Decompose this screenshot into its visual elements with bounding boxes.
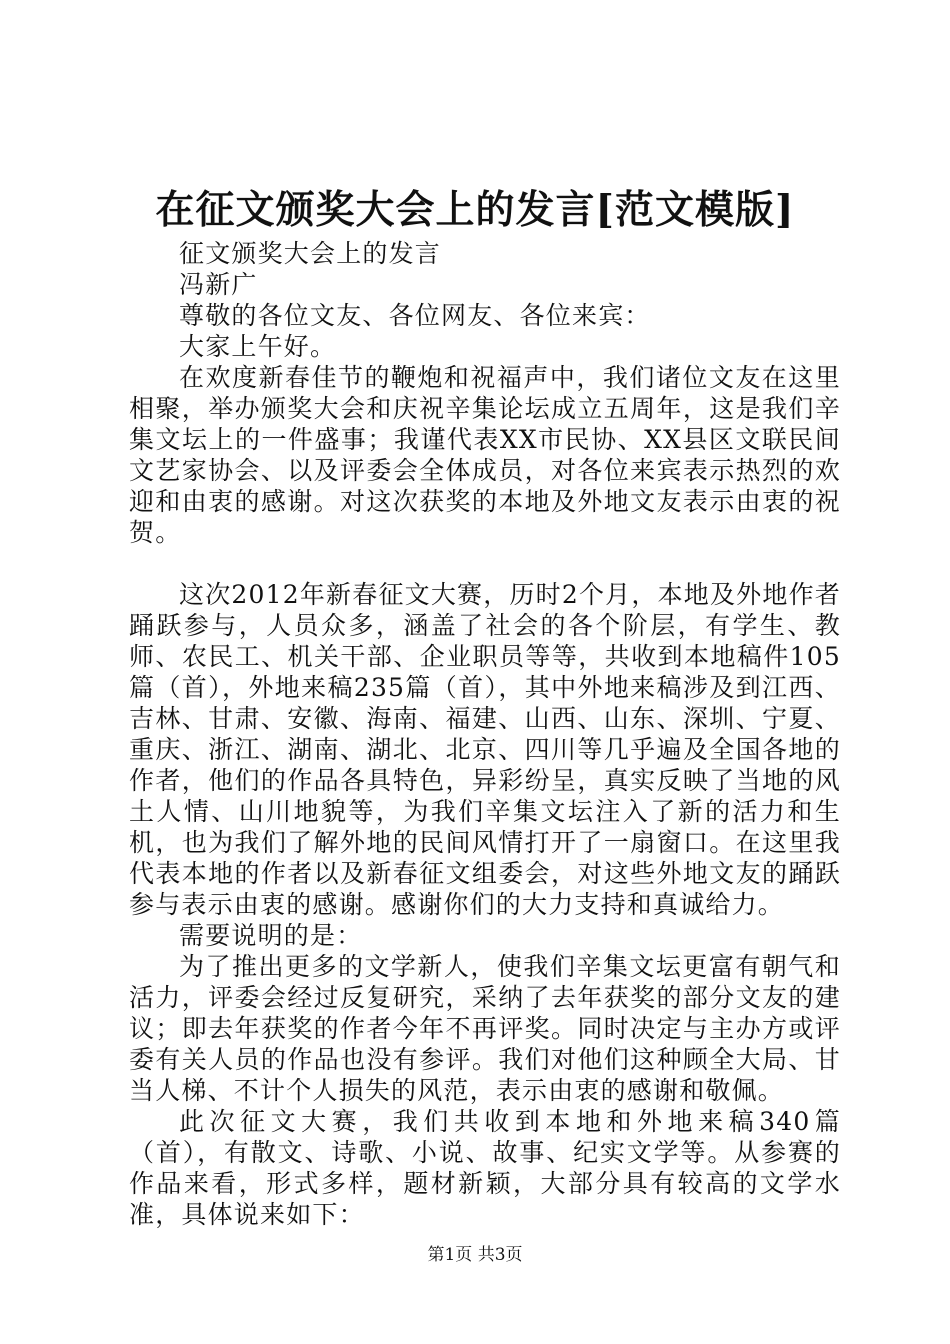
document-body — [129, 238, 841, 1230]
page-number-footer: 第1页 共3页 — [427, 1245, 523, 1265]
speech-salutation: 尊敬的各位文友、各位网友、各位来宾： — [179, 301, 651, 330]
body-paragraph: 在欢度新春佳节的鞭炮和祝福声中，我们诸位文友在这里相聚，举办颁奖大会和庆祝辛集论坛成立五周年，这是我们辛集文坛上的一件盛事；我谨代表XX市民协、XX县区文联民间文艺家协会、以及评委会全体成员，对各位来宾表示热烈的欢迎和由衷的感谢。对这次获奖的本地及外地文友表示由衷的祝贺。 — [129, 363, 841, 547]
body-paragraph: 此次征文大赛，我们共收到本地和外地来稿340篇（首），有散文、诗歌、小说、故事、纪实文学等。从参赛的作品来看，形式多样，题材新颖，大部分具有较高的文学水准，具体说来如下： — [129, 1107, 841, 1229]
speech-subtitle: 征文颁奖大会上的发言 — [179, 239, 442, 268]
speech-greeting: 大家上午好。 — [179, 332, 337, 361]
body-paragraph: 需要说明的是： — [179, 921, 363, 950]
body-paragraph: 这次2012年新春征文大赛，历时2个月，本地及外地作者踊跃参与，人员众多，涵盖了社会的各个阶层，有学生、教师、农民工、机关干部、企业职员等等，共收到本地稿件105篇（首），外地来稿235篇（首），其中外地来稿涉及到江西、吉林、甘肃、安徽、海南、福建、山西、山东、深圳、宁夏、重庆、浙江、湖南、湖北、北京、四川等几乎遍及全国各地的作者，他们的作品各具特色，异彩纷呈，真实反映了当地的风土人情、山川地貌等，为我们辛集文坛注入了新的活力和生机，也为我们了解外地的民间风情打开了一扇窗口。在这里我代表本地的作者以及新春征文组委会，对这些外地文友的踊跃参与表示由衷的感谢。感谢你们的大力支持和真诚给力。 — [129, 580, 841, 919]
document-title: 在征文颁奖大会上的发言[范文模版] — [155, 187, 795, 233]
speech-author: 冯新广 — [179, 270, 258, 299]
body-paragraph: 为了推出更多的文学新人，使我们辛集文坛更富有朝气和活力，评委会经过反复研究，采纳了去年获奖的部分文友的建议；即去年获奖的作者今年不再评奖。同时决定与主办方或评委有关人员的作品也没有参评。我们对他们这种顾全大局、甘当人梯、不计个人损失的风范，表示由衷的感谢和敬佩。 — [129, 952, 841, 1105]
